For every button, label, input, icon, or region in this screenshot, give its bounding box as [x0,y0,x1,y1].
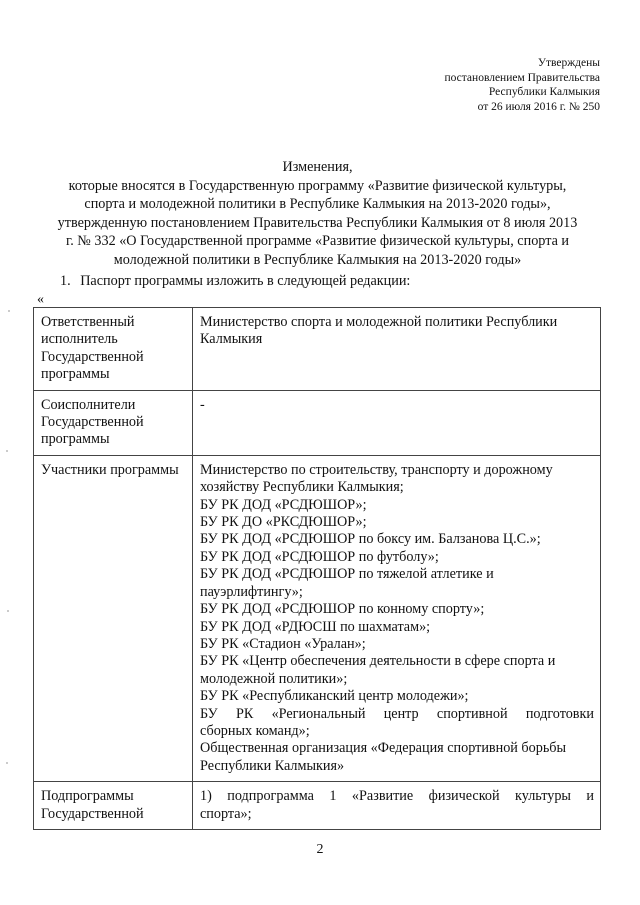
passport-table [33,307,601,830]
row-value-line: БУ РК ДОД «РСДЮШОР по тяжелой атлетике и [200,566,494,583]
page-number: 2 [316,842,324,857]
row-label-line: Соисполнители [41,396,136,413]
title-line: Изменения, [282,159,353,175]
row-value-line: Республики Калмыкия» [200,757,345,774]
row-label-line: Государственной [41,348,144,365]
approval-date: от 26 июля 2016 г. № 250 [477,100,600,113]
row-value-line: БУ РК «Республиканский центр молодежи»; [200,688,469,705]
row-value-cell [193,782,601,830]
title-line: г. № 332 «О Государственной программе «Развитие физической культуры, спорта и [65,233,570,249]
table-row [34,782,601,830]
row-value-line: Калмыкия [200,331,263,348]
title-line: спорта и молодежной политики в Республике Калмыкия на 2013-2020 годы», [84,196,551,212]
row-label-cell [34,782,193,830]
row-value-line: БУ РК «Центр обеспечения деятельности в сфере спорта и [200,653,556,670]
row-value-line: БУ РК ДО «РКСДЮШОР»; [200,514,367,531]
title-line: молодежной политики в Республике Калмыкия на 2013-2020 годы» [113,251,522,268]
row-value-line: БУ РК ДОД «РСДЮШОР по футболу»; [200,548,439,565]
row-value-line: спорта»; [200,805,252,822]
row-value-line: БУ РК «Региональный центр спортивной подготовки [200,705,594,722]
row-value-line: БУ РК ДОД «РСДЮШОР по конному спорту»; [200,601,485,618]
row-label-line: исполнитель [41,331,118,348]
row-value-line: пауэрлифтингу»; [200,583,303,600]
scan-speck [6,762,8,764]
row-value-line: Министерство спорта и молодежной политики Республики [200,314,558,330]
approval-line: постановлением Правительства [444,71,600,84]
row-label-line: Подпрограммы [41,788,134,805]
row-label-cell [34,455,193,781]
row-value-line: БУ РК ДОД «РСДЮШОР по боксу им. Балзанова Ц.С.»; [200,531,541,548]
row-label-line: Ответственный [41,314,135,330]
list-item-1 [60,273,410,290]
row-value-line: БУ РК ДОД «РДЮСШ по шахматам»; [200,618,431,635]
row-label-line: Участники программы [41,461,179,478]
row-value-cell [193,390,601,455]
opening-quote: « [37,292,44,307]
row-label-line: программы [41,366,110,383]
title-line: которые вносятся в Государственную программу «Развитие физической культуры, [68,177,567,194]
list-item-number: 1. [60,273,71,289]
approval-block [444,56,600,114]
row-value-line: молодежной политики»; [200,670,348,687]
row-value-line: БУ РК «Стадион «Уралан»; [200,635,366,652]
row-value-line: хозяйству Республики Калмыкия; [200,479,404,496]
row-value-line: - [200,396,205,413]
row-value-line: 1) подпрограмма 1 «Развитие физической культуры и [200,788,594,805]
approval-line: Утверждены [537,57,600,69]
table-row [34,308,601,391]
table-row [34,455,601,781]
row-label-line: Государственной [41,805,144,822]
row-label-cell [34,390,193,455]
row-value-cell [193,455,601,781]
scan-speck [7,610,9,612]
row-value-cell [193,308,601,391]
row-value-line: Общественная организация «Федерация спортивной борьбы [200,740,567,757]
document-title [40,158,595,269]
scan-speck [6,450,8,452]
row-label-line: программы [41,431,110,448]
table-row [34,390,601,455]
row-value-line: Министерство по строительству, транспорту и дорожному [200,461,553,478]
row-label-line: Государственной [41,414,144,431]
scan-speck [8,310,10,312]
approval-line: Республики Калмыкия [488,86,600,98]
row-label-cell [34,308,193,391]
row-value-line: БУ РК ДОД «РСДЮШОР»; [200,496,367,513]
list-item-text: Паспорт программы изложить в следующей редакции: [80,273,411,289]
row-value-line: сборных команд»; [200,722,310,739]
title-line: утвержденную постановлением Правительства Республики Калмыкия от 8 июля 2013 [57,214,578,231]
